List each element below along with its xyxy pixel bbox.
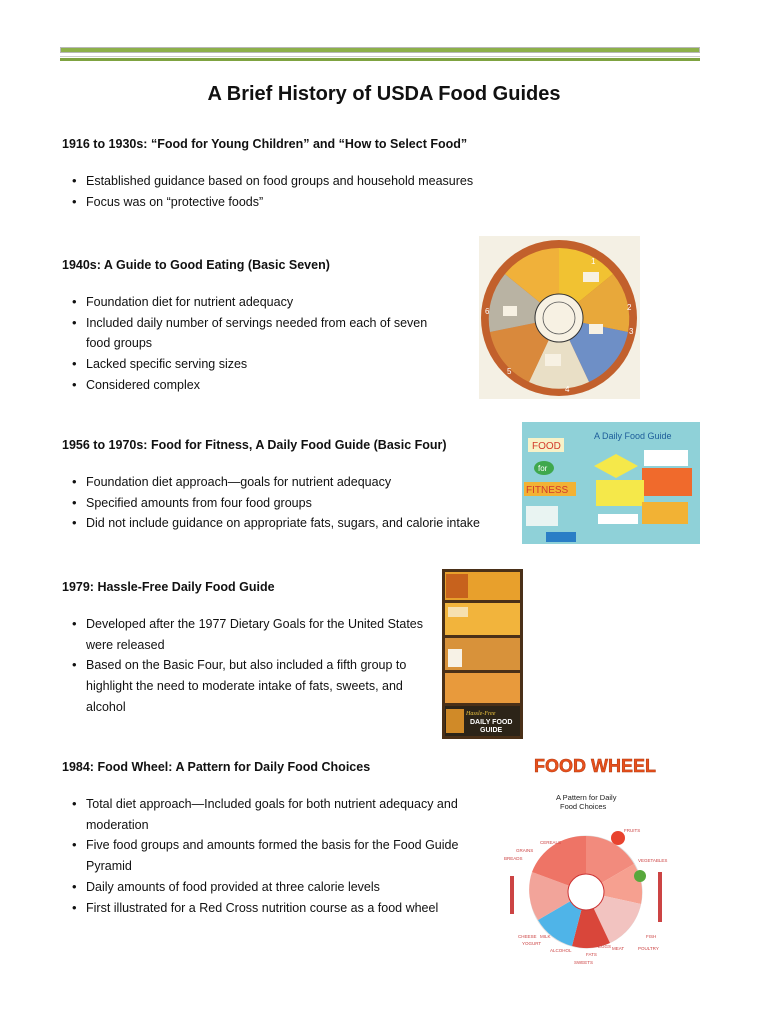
food-wheel-image [498, 752, 676, 972]
fitness-label-fitness: FITNESS [526, 485, 569, 496]
bullet-item: • Lacked specific serving sizes [62, 354, 442, 375]
wheel-label: BREADS [504, 856, 523, 861]
bullet-item: • Focus was on “protective foods” [62, 192, 502, 213]
bullet-item: • Five food groups and amounts formed the basis for the Food Guide Pyramid [62, 835, 482, 876]
bullet-item: • Foundation diet approach—goals for nutrient adequacy [62, 472, 502, 493]
fitness-label-for: for [538, 464, 548, 473]
hassle-free-cover-line2: GUIDE [480, 727, 503, 734]
food-wheel-graphic [498, 752, 676, 972]
hassle-free-cover-line1: DAILY FOOD [470, 719, 513, 726]
bullet-list [62, 794, 482, 918]
food-wheel-subtitle-2: Food Choices [560, 802, 607, 811]
wheel-label: SWEETS [574, 960, 594, 965]
hassle-free-script: Hassle-Free [466, 711, 496, 717]
header-rule-base [60, 58, 700, 61]
wheel-label: GRAINS [516, 848, 534, 853]
wheel-label: EGGS [598, 944, 612, 949]
wheel-label: VEGETABLES [638, 858, 668, 863]
basic-seven-wheel-image [479, 236, 640, 399]
wheel-number: 6 [485, 307, 490, 316]
header-rule-thick [60, 47, 700, 53]
wheel-label: FRUITS [624, 828, 641, 833]
section-heading: 1940s: A Guide to Good Eating (Basic Seven) [62, 258, 330, 272]
fitness-poster-title: A Daily Food Guide [594, 431, 672, 441]
bullet-item: • Developed after the 1977 Dietary Goals for the United States were released [62, 614, 442, 655]
section-1984 [62, 760, 482, 918]
bullet-item: • Daily amounts of food provided at three calorie levels [62, 877, 482, 898]
section-1956-1970s [62, 438, 502, 534]
bullet-item: • Did not include guidance on appropriate fats, sugars, and calorie intake [62, 513, 502, 534]
hassle-free-guide-graphic [442, 569, 523, 739]
basic-seven-wheel-graphic [479, 236, 640, 399]
bullet-item: • Included daily number of servings needed from each of seven food groups [62, 313, 442, 354]
wheel-label: FATS [586, 952, 597, 957]
hassle-free-guide-image [442, 569, 523, 739]
section-1916-1930s [62, 137, 502, 212]
section-heading: 1916 to 1930s: “Food for Young Children” and “How to Select Food” [62, 137, 468, 151]
wheel-number: 4 [565, 385, 570, 394]
wheel-label: MILK [540, 934, 551, 939]
food-wheel-subtitle-1: A Pattern for Daily [556, 793, 617, 802]
wheel-number: 5 [507, 367, 512, 376]
food-for-fitness-image [522, 422, 700, 544]
section-1979 [62, 580, 442, 718]
bullet-list [62, 614, 442, 718]
section-heading: 1984: Food Wheel: A Pattern for Daily Food Choices [62, 760, 371, 774]
wheel-label: CEREALS [540, 840, 562, 845]
food-for-fitness-graphic [522, 422, 700, 544]
food-wheel-title: FOOD WHEEL [534, 756, 656, 776]
wheel-label: FISH [646, 934, 657, 939]
wheel-number: 3 [629, 327, 634, 336]
page-title: A Brief History of USDA Food Guides [207, 83, 561, 105]
wheel-number: 2 [627, 303, 632, 312]
wheel-label: MEAT [612, 946, 625, 951]
header-rule-thin [60, 56, 700, 57]
header-rule [60, 47, 700, 63]
wheel-label: YOGURT [522, 941, 542, 946]
bullet-item: • Total diet approach—Included goals for both nutrient adequacy and moderation [62, 794, 482, 835]
section-1940s [62, 258, 442, 396]
fitness-label-food: FOOD [532, 441, 561, 452]
bullet-list [62, 171, 502, 212]
section-heading: 1956 to 1970s: Food for Fitness, A Daily Food Guide (Basic Four) [62, 438, 447, 452]
wheel-label: CHEESE [518, 934, 537, 939]
bullet-item: • Specified amounts from four food groups [62, 493, 502, 514]
section-heading: 1979: Hassle-Free Daily Food Guide [62, 580, 275, 594]
bullet-item: • Based on the Basic Four, but also included a fifth group to highlight the need to moderate intake of fats, sweets, and alcohol [62, 655, 442, 717]
bullet-item: • Foundation diet for nutrient adequacy [62, 292, 442, 313]
wheel-label: POULTRY [638, 946, 659, 951]
bullet-list [62, 472, 502, 534]
bullet-item: • First illustrated for a Red Cross nutrition course as a food wheel [62, 898, 482, 919]
bullet-item: • Established guidance based on food groups and household measures [62, 171, 502, 192]
wheel-number: 1 [591, 257, 596, 266]
bullet-item: • Considered complex [62, 375, 442, 396]
wheel-label: ALCOHOL [550, 948, 572, 953]
bullet-list [62, 292, 442, 396]
